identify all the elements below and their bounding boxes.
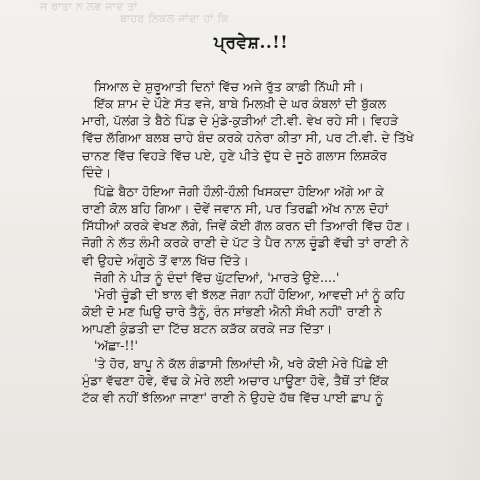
text-line: ਰਾਣੀ ਕੋਲ਼ ਬਹਿ ਗਿਆ। ਦੋਵੇਂ ਜਵਾਨ ਸੀ, ਪਰ ਤਿਰਛੀ ਅੱਖ ਨਾਲ਼ ਦੋਹਾਂ — [82, 201, 389, 217]
text-line: ਮਾਰੀ, ਪੱਲਂਗ ਤੇ ਬੈਠੇ ਪਿੰਡ ਦੇ ਮੁੰਡੇ-ਕੁੜੀਆਂ ਟੀ.ਵੀ. ਵੇਖ ਰਹੇ ਸੀ। ਵਿਹੜੇ — [82, 113, 399, 129]
text-line: ਆਪਣੀ ਕੁੰਡਤੀ ਦਾ ਟਿੱਚ ਬਟਨ ਕੜੱਕ ਕਰਕੇ ਜੜ ਦਿੱਤਾ। — [82, 321, 333, 337]
text-line: 'ਮੇਰੀ ਚੂੰਡੀ ਦੀ ਝਾਲ ਵੀ ਝੱਲਣ ਜੋਗਾ ਨਹੀਂ ਹੋਇਆ, ਆਵਦੀ ਮਾਂ ਨੂੰ ਕਹਿ — [94, 286, 405, 302]
bleed-through-text: ਜ ਰਾਤਾ ਨ ਲਭ ਜਾਦ ਤਾਂ — [40, 0, 138, 13]
bleed-through-text: ਬਾਹਰ ਨਿਕਲ ਜਾਂਦਾ ਹਾਂ ਕਿ — [120, 12, 229, 25]
text-line: ਇੱਕ ਸ਼ਾਮ ਦੇ ਪੌਣੇ ਸੱਤ ਵਜੇ, ਬਾਬੇ ਮਿਲਖ਼ੀ ਦੇ ਘਰ ਕੰਬਲਾਂ ਦੀ ਬੁੱਕਲ — [94, 96, 387, 112]
text-line: ਵੀ ਉਹਦੇ ਅੰਗੂਠੇ ਤੋਂ ਵਾਲ਼ ਖਿੱਚ ਦਿੱਤੇ। — [82, 252, 249, 268]
body-text — [82, 78, 466, 406]
text-line: ਟੱਕ ਵੀ ਨਹੀਂ ਝੱਲਿਆ ਜਾਣਾ' ਰਾਣੀ ਨੇ ਉਹਦੇ ਹੱਥ ਵਿੱਚ ਪਾਈ ਛਾਪ ਨੂੰ — [82, 389, 384, 405]
text-line: ਮੁੰਡਾ ਵੱਢਣਾ ਹੋਵੇ, ਵੱਢ ਕੇ ਮੇਰੇ ਲਈ ਅਚਾਰ ਪਾਊਣਾ ਹੋਵੇ, ਤੈਥੋਂ ਤਾਂ ਇੱਕ — [82, 372, 389, 388]
text-line: ਸਿਆਲ ਦੇ ਸ਼ੁਰੂਆਤੀ ਦਿਨਾਂ ਵਿੱਚ ਅਜੇ ਰੁੱਤ ਕਾਫ਼ੀ ਨਿੱਘੀ ਸੀ। — [94, 79, 364, 94]
text-line: 'ਅੱਛਾ-!!' — [94, 338, 138, 354]
text-line: ਵਿੱਚ ਲੱਗਿਆ ਬਲਬ ਚਾਹੇ ਬੰਦ ਕਰਕੇ ਹਨੇਰਾ ਕੀਤਾ ਸੀ, ਪਰ ਟੀ.ਵੀ. ਦੇ ਤਿੱਖੇ — [82, 130, 414, 146]
text-line: ਜੋਗੀ ਨੇ ਲੱਤ ਲੰਮੀ ਕਰਕੇ ਰਾਣੀ ਦੇ ਪੱਟ ਤੇ ਪੈਰ ਨਾਲ਼ ਚੂੰਡੀ ਵੱਢੀ ਤਾਂ ਰਾਣੀ ਨੇ — [82, 235, 409, 251]
text-line: ਜੋਗੀ ਨੇ ਪੀੜ ਨੂੰ ਦੰਦਾਂ ਵਿੱਚ ਘੁੱਟਦਿਆਂ, 'ਮਾਰਤੇ ਉਏ....' — [94, 269, 340, 285]
text-line: ਕੋਈ ਦੋ ਮਣ ਘਿਉ ਚਾਰੇ ਤੈਨੂੰ, ਰੰਨ ਸਾਂਭਣੀ ਐਨੀ ਸੌਖੀ ਨਹੀਂ' ਰਾਣੀ ਨੇ — [82, 304, 382, 320]
chapter-title: ਪ੍ਰਵੇਸ਼..!! — [214, 33, 289, 53]
text-line: ਪਿੱਛੇ ਬੈਠਾ ਹੋਇਆ ਜੋਗੀ ਹੌਲ਼ੀ-ਹੌਲ਼ੀ ਖਿਸਕਦਾ ਹੋਇਆ ਅੱਗੇ ਆ ਕੇ — [94, 183, 384, 199]
page-edge-shade — [440, 0, 480, 480]
text-line: ਚਾਨਣ ਵਿੱਚ ਵਿਹੜੇ ਵਿੱਚ ਪਏ, ਹੁਣੇ ਪੀਤੇ ਦੁੱਧ ਦੇ ਜੂਠੇ ਗਲਾਸ ਲਿਸ਼ਕੋਰ — [82, 147, 388, 163]
text-line: ਸਿੱਧੀਆਂ ਕਰਕੇ ਵੇਖਣ ਲੱਗੇ, ਜਿਵੇਂ ਕੋਈ ਗੱਲ ਕਰਨ ਦੀ ਤਿਆਰੀ ਵਿੱਚ ਹੋਣ। — [82, 218, 411, 234]
text-line: ਦਿੰਦੇ। — [82, 164, 112, 180]
text-line: 'ਤੇ ਹੋਰ, ਬਾਪੂ ਨੇ ਕੱਲ ਗੰਡਾਸੀ ਲਿਆਂਦੀ ਐ, ਖਰੇ ਕੋਈ ਮੇਰੇ ਪਿੱਛੇ ਈ — [94, 355, 388, 371]
